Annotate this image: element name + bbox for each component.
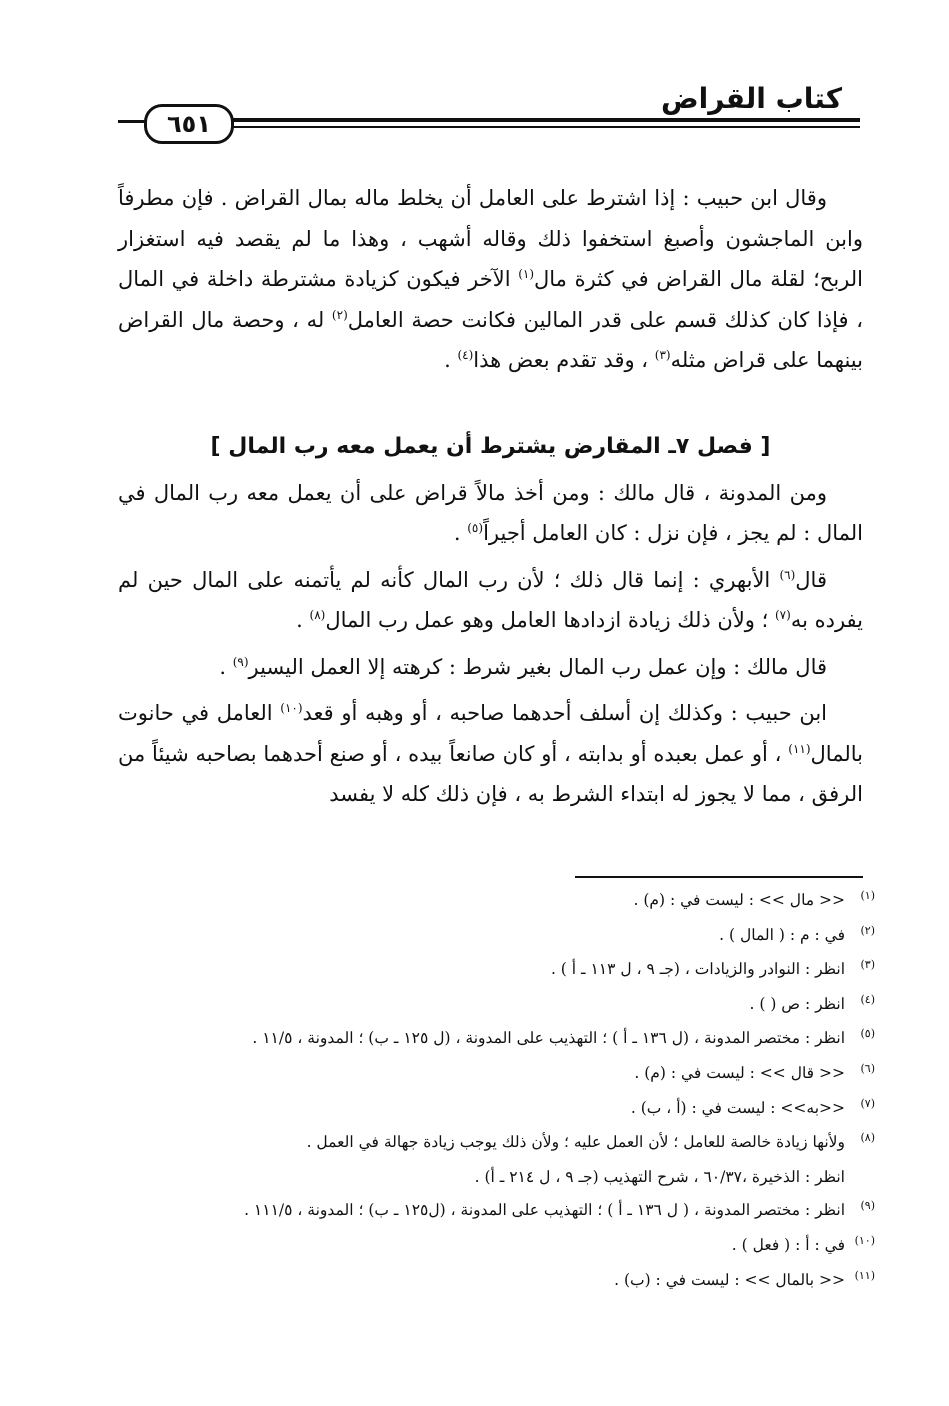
footnote-ref-2: (٢) — [331, 307, 348, 322]
footnote — [160, 1057, 875, 1092]
text-run: العامل في حانوت بالمال — [118, 701, 863, 766]
footnote-text: في : أ : ( فعل ) . — [731, 1235, 845, 1254]
footnote-number: (١) — [860, 889, 875, 902]
page-number: ٦٥١ — [167, 110, 211, 138]
footnote-ref-6: (٦) — [779, 567, 796, 582]
text-run: . — [296, 608, 310, 632]
text-run: الأبهري : إنما قال ذلك ؛ لأن رب المال كأنه لم يأتمنه على المال حين لم يفرده به — [118, 567, 863, 632]
footnote-number: (٤) — [860, 992, 875, 1006]
footnote-text: <<به>> : ليست في : (أ ، ب) . — [630, 1098, 845, 1117]
text-run: وقال ابن حبيب : إذا اشترط على العامل أن يخلط ماله بمال القراض . فإن مطرفاً وابن الماجشون وأصبغ استخفوا ذلك وقاله أشهب ، وهذا ما لم يقصد فيه استغزار الربح؛ لقلة مال القراض في كثرة مال — [118, 186, 863, 291]
footnote-separator — [575, 876, 863, 878]
book-title: كتاب القراض — [660, 82, 842, 115]
footnote-number: (٩) — [860, 1199, 875, 1213]
footnote-text: ولأنها زيادة خالصة للعامل ؛ لأن العمل عليه ؛ ولأن ذلك يوجب زيادة جهالة في العمل . — [306, 1133, 845, 1152]
section-heading: [ فصل ٧ـ المقارض يشترط أن يعمل معه رب المال ] — [210, 433, 771, 459]
main-text — [118, 178, 863, 815]
footnote-ref-9: (٩) — [232, 654, 249, 669]
footnote — [160, 1264, 875, 1299]
footnote-text: << مال >> : ليست في : (م) . — [633, 891, 845, 909]
footnote-ref-7: (٧) — [774, 608, 791, 622]
header-rule — [218, 118, 860, 122]
text-run: . — [444, 348, 458, 372]
page-number-frame — [144, 104, 234, 144]
text-run: له ، وحصة مال القراض بينهما على قراض مثله — [118, 307, 863, 372]
footnote — [160, 919, 875, 954]
page-header — [118, 78, 860, 150]
footnote-number: (٨) — [860, 1131, 875, 1145]
footnote-text: في : م : ( المال ) . — [719, 925, 845, 944]
footnote — [160, 884, 875, 919]
paragraph-2 — [118, 473, 863, 554]
footnote-ref-8: (٨) — [309, 608, 326, 622]
header-rule-thin — [218, 126, 860, 128]
paragraph-1 — [118, 178, 863, 381]
footnote — [160, 1022, 875, 1057]
footnote-text: انظر : مختصر المدونة ، (ل ١٣٦ ـ أ ) ؛ التهذيب على المدونة ، (ل ١٢٥ ـ ب) ؛ المدونة ، ١١/٥ . — [252, 1029, 845, 1048]
footnote-number: (١٠) — [854, 1233, 875, 1247]
text-run: قال مالك : وإن عمل رب المال بغير شرط : كرهته إلا العمل اليسير — [248, 654, 827, 679]
footnote-text: << قال >> : ليست في : (م) . — [634, 1063, 845, 1082]
footnote — [160, 1194, 875, 1229]
paragraph-5 — [118, 693, 863, 815]
footnote-number: (١١) — [854, 1268, 875, 1282]
footnote-ref-1: (١) — [518, 267, 535, 281]
text-run: . — [453, 521, 468, 545]
footnote-ref-10: (١٠) — [280, 701, 303, 715]
footnote-text: انظر : ص ( ) . — [749, 994, 845, 1013]
footnote — [160, 1126, 875, 1161]
footnote-text: << بالمال >> : ليست في : (ب) . — [614, 1270, 845, 1289]
text-run: ابن حبيب : وكذلك إن أسلف أحدهما صاحبه ، أو وهبه أو قعد — [302, 701, 828, 725]
footnotes — [160, 884, 875, 1298]
footnote — [160, 953, 875, 988]
text-run: ؛ ولأن ذلك زيادة ازدادها العامل وهو عمل رب المال — [325, 608, 775, 632]
footnote-text: انظر : النوادر والزيادات ، (جـ ٩ ، ل ١١٣ ـ أ ) . — [550, 960, 845, 979]
footnote-ref-11: (١١) — [788, 741, 811, 756]
footnote-number: (٦) — [860, 1061, 875, 1075]
text-run: قال — [795, 567, 827, 592]
footnote-number: (٢) — [860, 923, 875, 937]
paragraph-3 — [118, 560, 863, 641]
footnote — [160, 988, 875, 1023]
footnote-ref-4: (٤) — [457, 348, 474, 362]
footnote-continuation — [160, 1161, 875, 1195]
footnote-ref-5: (٥) — [467, 521, 484, 535]
footnote-number: (٣) — [860, 958, 875, 972]
text-run: الآخر فيكون كزيادة مشترطة داخلة في المال ، فإذا كان كذلك قسم على قدر المالين فكانت حصة العامل — [118, 267, 863, 332]
paragraph-4 — [118, 647, 863, 688]
footnote — [160, 1229, 875, 1264]
footnote-number: (٧) — [860, 1096, 875, 1110]
text-run: ومن المدونة ، قال مالك : ومن أخذ مالاً قراض على أن يعمل معه رب المال في المال : لم يجز ، فإن نزل : كان العامل أجيراً — [118, 480, 863, 545]
footnote-ref-3: (٣) — [654, 348, 671, 362]
footnote-text: انظر : الذخيرة ،٦٠/٣٧ ، شرح التهذيب (جـ ٩ ، ل ٢١٤ ـ أ) . — [474, 1167, 845, 1186]
text-run: ، وقد تقدم بعض هذا — [473, 348, 655, 372]
footnote-number: (٥) — [860, 1027, 875, 1041]
footnote-text: انظر : مختصر المدونة ، ( ل ١٣٦ ـ أ ) ؛ التهذيب على المدونة ، (ل١٢٥ ـ ب) ؛ المدونة ، ١١١/٥ . — [244, 1201, 845, 1220]
footnote — [160, 1092, 875, 1127]
text-run: . — [219, 654, 233, 679]
text-run: ، أو عمل بعبده أو بدابته ، أو كان صانعاً بيده ، أو صنع أحدهما بصاحبه شيئاً من الرفق ، مما لا يجوز له ابتداء الشرط به ، فإن ذلك كله لا يفسد — [118, 741, 863, 806]
